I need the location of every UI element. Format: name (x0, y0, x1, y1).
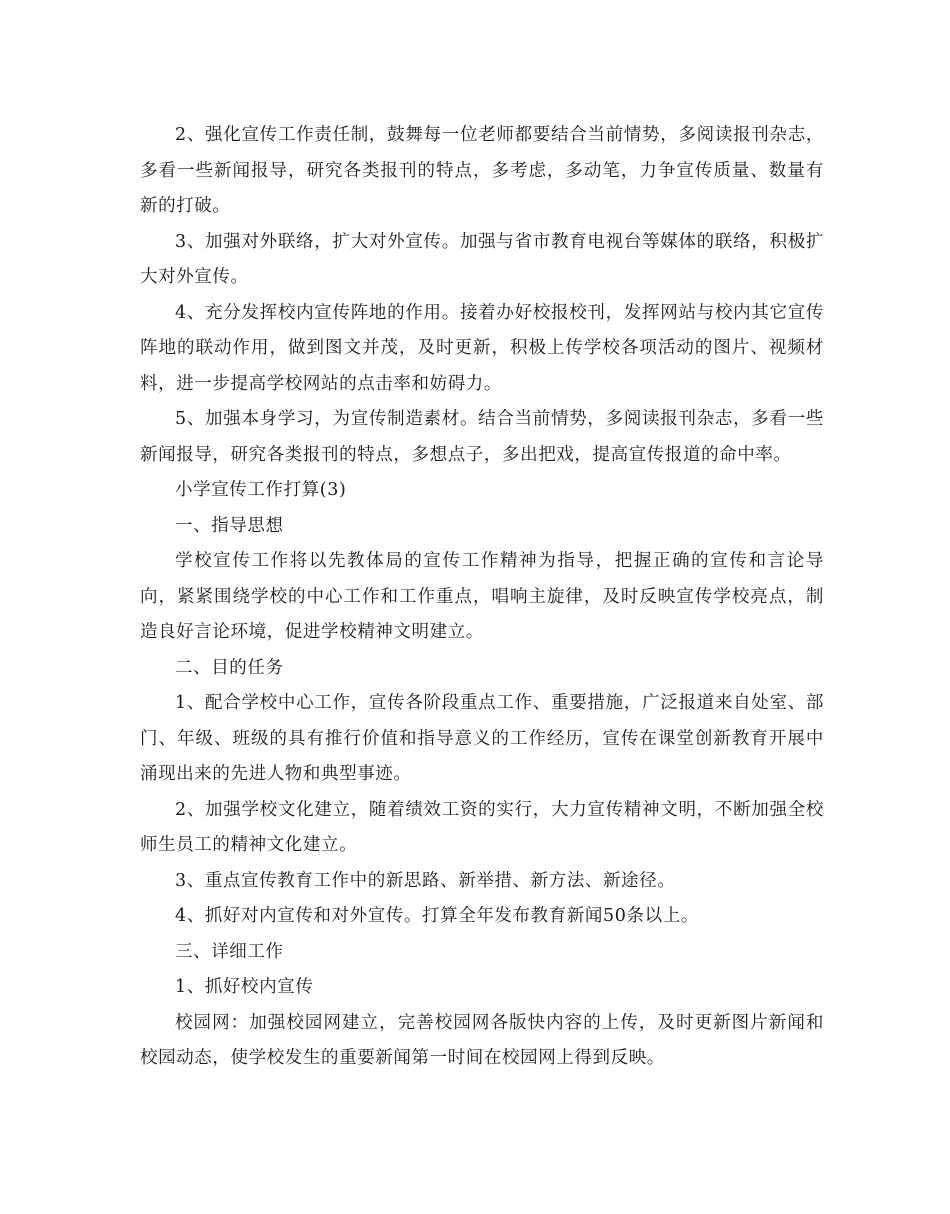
paragraph-responsibility: 2、强化宣传工作责任制，鼓舞每一位老师都要结合当前情势，多阅读报刊杂志，多看一些新闻报导，研究各类报刊的特点，多考虑，多动笔，力争宣传质量、数量有新的打破。 (140, 125, 824, 216)
document-body (140, 118, 824, 1077)
paragraph-task-2: 2、加强学校文化建立，随着绩效工资的实行，大力宣传精神文明，不断加强全校师生员工的精神文化建立。 (140, 799, 824, 855)
paragraph-self-study: 5、加强本身学习，为宣传制造素材。结合当前情势，多阅读报刊杂志，多看一些新闻报导，研究各类报刊的特点，多想点子，多出把戏，提高宣传报道的命中率。 (140, 409, 824, 465)
section-title: 小学宣传工作打算(3) (175, 480, 347, 500)
heading-internal-publicity: 1、抓好校内宣传 (175, 977, 314, 997)
paragraph-task-1: 1、配合学校中心工作，宣传各阶段重点工作、重要措施，广泛报道来自处室、部门、年级、班级的具有推行价值和指导意义的工作经历，宣传在课堂创新教育开展中涌现出来的先进人物和典型事迹。 (140, 693, 824, 784)
paragraph-task-3: 3、重点宣传教育工作中的新思路、新举措、新方法、新途径。 (175, 870, 676, 891)
paragraph-external-liaison: 3、加强对外联络，扩大对外宣传。加强与省市教育电视台等媒体的联络，积极扩大对外宣传。 (140, 231, 824, 287)
heading-detailed-work: 三、详细工作 (175, 941, 284, 962)
heading-goals-tasks: 二、目的任务 (175, 657, 284, 678)
heading-guiding-ideology: 一、指导思想 (175, 515, 284, 536)
paragraph-campus-network: 校园网：加强校园网建立，完善校园网各版快内容的上传，及时更新图片新闻和校园动态，使学校发生的重要新闻第一时间在校园网上得到反映。 (140, 1012, 824, 1068)
paragraph-guiding-ideology: 学校宣传工作将以先教体局的宣传工作精神为指导，把握正确的宣传和言论导向，紧紧围绕学校的中心工作和工作重点，唱响主旋律，及时反映宣传学校亮点，制造良好言论环境，促进学校精神文明建立。 (140, 551, 824, 642)
paragraph-task-4: 4、抓好对内宣传和对外宣传。打算全年发布教育新闻50条以上。 (175, 906, 699, 926)
paragraph-campus-positions: 4、充分发挥校内宣传阵地的作用。接着办好校报校刊，发挥网站与校内其它宣传阵地的联动作用，做到图文并茂，及时更新，积极上传学校各项活动的图片、视频材料，进一步提高学校网站的点击率和妨碍力。 (140, 302, 824, 394)
